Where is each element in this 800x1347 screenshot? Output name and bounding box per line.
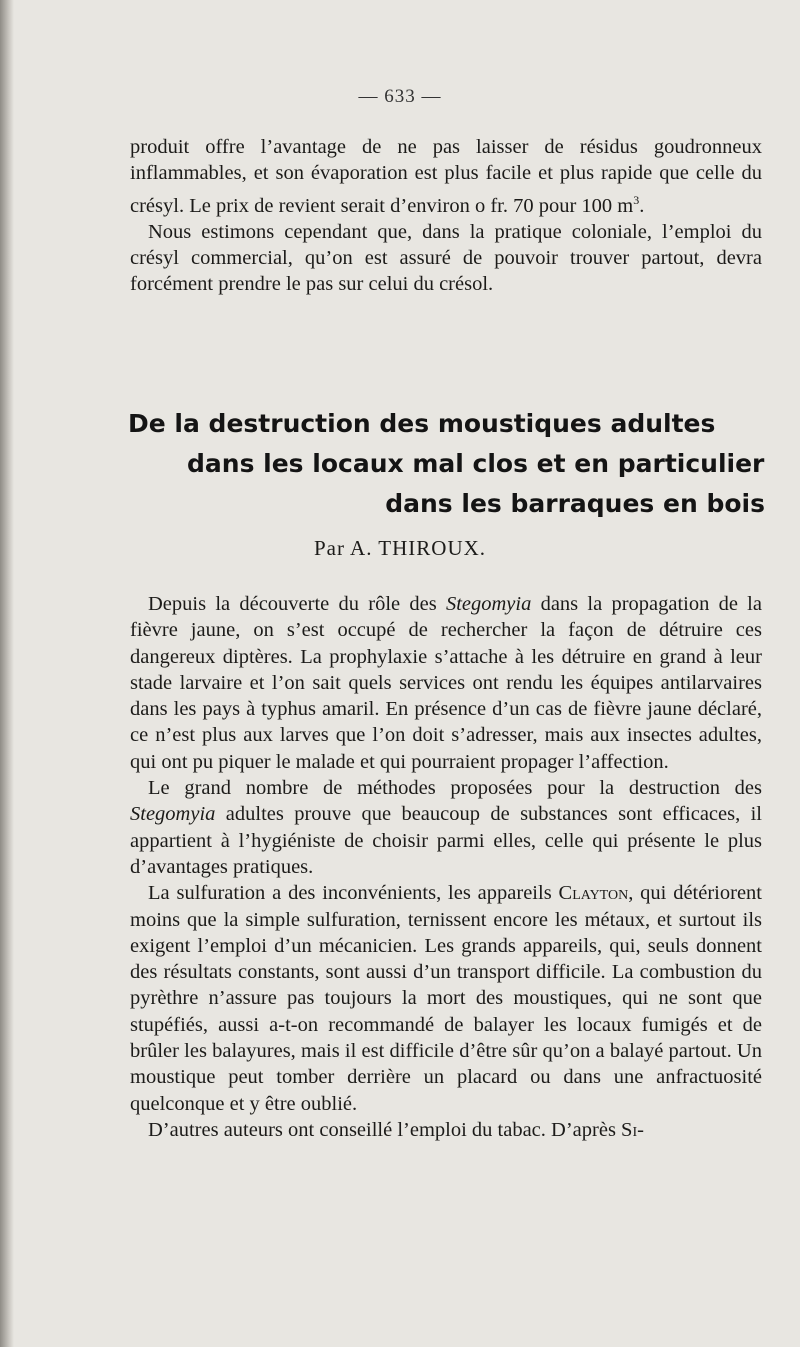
- author-byline: Par A. THIROUX.: [313, 536, 487, 560]
- text-run: Le grand nombre de méthodes proposées pour la destruction des: [148, 777, 762, 800]
- paragraph: [130, 880, 762, 1117]
- paragraph: Nous estimons cependant que, dans la pratique coloniale, l’emploi du crésyl commercial, qu’on est assuré de pouvoir trouver partout, devra forcément prendre le pas sur celui du crésol.: [130, 220, 762, 296]
- paragraph: [130, 591, 762, 775]
- text-run: .: [639, 194, 645, 217]
- superscript: 3: [633, 192, 640, 207]
- text-run: produit offre l’avantage de ne pas laisser de résidus goudronneux inflammables, et son évaporation est plus facile et plus rapide que celle du crésyl. Le prix de revient serait d’environ o fr. 70 pour 100 m: [130, 136, 762, 217]
- italic-term: Stegomyia: [130, 803, 216, 826]
- text-run: , qui détériorent moins que la simple sulfuration, ternissent encore les métaux, et surtout ils exigent l’emploi d’un mécanicien. Les grands appareils, qui, seuls donnent des résultats constants, sont aussi d’un transport difficile. La combustion du pyrèthre n’assure pas toujours la mort des moustiques, qui ne sont que stupéfiés, aussi a-t-on recommandé de balayer les locaux fumigés et de brûler les balayures, mais il est difficile d’être sûr qu’on a balayé partout. Un moustique peut tomber derrière un placard ou dans une anfractuosité quelconque et y être oublié.: [130, 882, 762, 1115]
- page-number: — 633 —: [358, 86, 442, 107]
- text-run: Depuis la découverte du rôle des: [148, 593, 446, 615]
- article-body: [130, 591, 762, 1143]
- small-caps-name: Clayton: [558, 882, 629, 905]
- page-binding-edge: [0, 0, 14, 1347]
- small-caps-name: Si-: [621, 1118, 644, 1141]
- paragraph: [130, 1117, 762, 1143]
- article-title-line-2: dans les locaux mal clos et en particulier: [187, 449, 765, 478]
- text-run: adultes prouve que beaucoup de substances sont efficaces, il appartient à l’hygiéniste de choisir parmi elles, celle qui présente le plus d’avantages pratiques.: [130, 803, 762, 878]
- paragraph: [130, 775, 762, 880]
- paragraph-continued: [130, 134, 762, 219]
- continued-text-block: [130, 134, 762, 298]
- text-run: La sulfuration a des inconvénients, les appareils: [148, 882, 559, 905]
- article-title-line-3: dans les barraques en bois: [385, 489, 765, 518]
- article-title-line-1: De la destruction des moustiques adultes: [128, 409, 716, 438]
- article-title: [120, 404, 765, 524]
- text-run: D’autres auteurs ont conseillé l’emploi du tabac. D’après: [148, 1118, 622, 1141]
- text-run: dans la propagation de la fièvre jaune, on s’est occupé de rechercher la façon de détruire ces dangereux diptères. La prophylaxie s’attache à les détruire en grand à leur stade larvaire et l’on sait quels services ont rendu les équipes antilarvaires dans les pays à typhus amaril. En présence d’un cas de fièvre jaune déclaré, ce n’est plus aux larves que l’on doit s’adresser, mais aux insectes adultes, qui ont pu piquer le malade et qui pourraient propager l’affection.: [130, 593, 762, 773]
- italic-term: Stegomyia: [445, 593, 532, 615]
